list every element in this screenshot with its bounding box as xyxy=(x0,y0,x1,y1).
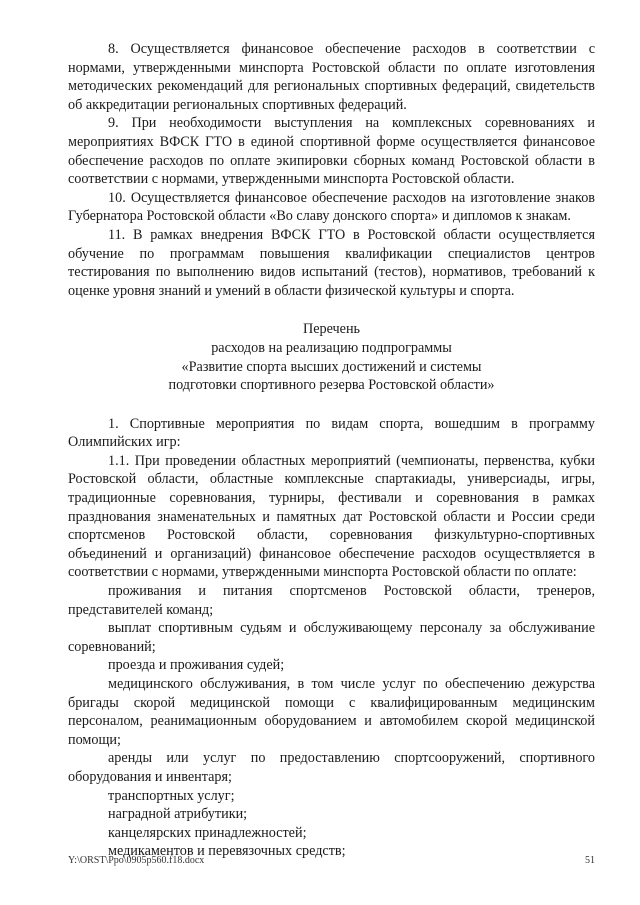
paragraph-9: 9. При необходимости выступления на комплексных соревнованиях и мероприятиях ВФСК ГТО в единой спортивной форме осуществляется финансовое обеспечение расходов по оплате экипировки сборных команд Ростовской области в соответствии с нормами, утвержденными минспорта Ростовской области. xyxy=(68,115,595,188)
paragraph-11: 11. В рамках внедрения ВФСК ГТО в Ростовской области осуществляется обучение по программам повышения квалификации специалистов центров тестирования по выполнению видов испытаний (тестов), нормативов, требований к оценке уровня знаний и умений в области физической культуры и спорта. xyxy=(68,226,595,299)
list-item: канцелярских принадлежностей; xyxy=(108,824,307,841)
paragraph-8: 8. Осуществляется финансовое обеспечение расходов в соответствии с нормами, утвержденными минспорта Ростовской области по оплате изготовления методических рекомендаций для региональных спортивных федераций, свидетельств об аккредитации региональных спортивных федераций. xyxy=(68,41,595,113)
paragraph-10: 10. Осуществляется финансовое обеспечение расходов на изготовление знаков Губернатора Ростовской области «Во славу донского спорта» и дипломов к знакам. xyxy=(68,189,595,225)
document-page xyxy=(68,40,595,861)
spacer xyxy=(68,300,595,320)
spacer xyxy=(68,395,595,415)
list-item: проезда и проживания судей; xyxy=(108,657,285,674)
list-item: проживания и питания спортсменов Ростовской области, тренеров, представителей команд; xyxy=(68,583,595,618)
heading-title: Перечень xyxy=(302,321,361,338)
list-item: транспортных услуг; xyxy=(108,787,235,804)
section-1-1: 1.1. При проведении областных мероприятий (чемпионаты, первенства, кубки Ростовской области, областные комплексные спартакиады, универсиады, игры, традиционные соревнования, турниры, фестивали и соревнования в рамках празднования знаменательных и памятных дат Ростовской области и России среди спортсменов Ростовской области, соревнования физкультурно-спортивных объединений и организаций) финансовое обеспечение расходов осуществляется в соответствии с нормами, утвержденными минспорта Ростовской области по оплате: xyxy=(68,452,595,581)
heading-line-4: подготовки спортивного резерва Ростовской области» xyxy=(168,377,495,394)
list-item: медикаментов и перевязочных средств; xyxy=(108,843,346,860)
file-path: Y:\ORST\Ppo\0905p560.f18.docx xyxy=(68,855,205,866)
list-item: медицинского обслуживания, в том числе услуг по обеспечению дежурства бригады скорой медицинской помощи с квалифицированным медицинским персоналом, реанимационным оборудованием и автомобилем скорой медицинской помощи; xyxy=(68,676,595,748)
list-item: выплат спортивным судьям и обслуживающему персоналу за обслуживание соревнований; xyxy=(68,620,595,655)
list-item: наградной атрибутики; xyxy=(108,806,248,823)
section-1: 1. Спортивные мероприятия по видам спорта, вошедшим в программу Олимпийских игр: xyxy=(68,415,595,451)
heading-line-3: «Развитие спорта высших достижений и системы xyxy=(181,358,482,375)
heading-line-2: расходов на реализацию подпрограммы xyxy=(211,339,452,356)
list-item: аренды или услуг по предоставлению спортсооружений, спортивного оборудования и инвентаря; xyxy=(68,750,595,785)
page-number: 51 xyxy=(585,855,595,866)
